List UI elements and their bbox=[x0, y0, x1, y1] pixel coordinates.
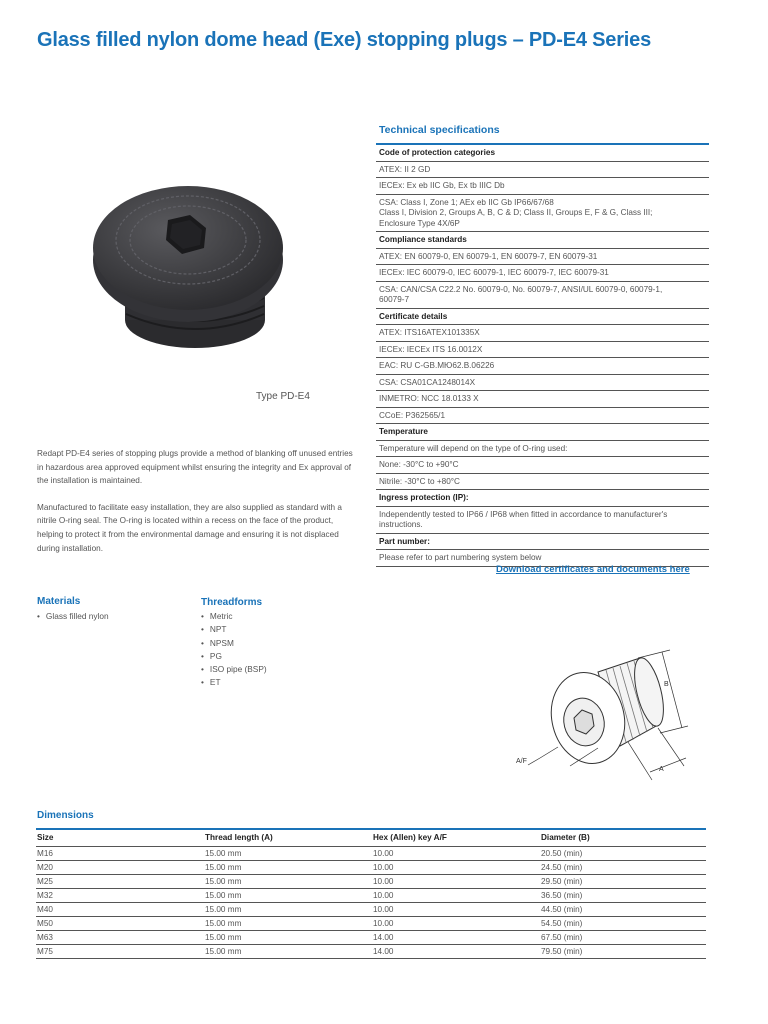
intro-paragraph: Redapt PD-E4 series of stopping plugs provide a method of blanking off unused entries in hazardous area approved equipment whilst ensuring the integrity and Ex approval of the installation is maintained. bbox=[37, 449, 353, 486]
spec-row: Please refer to part numbering system below bbox=[376, 550, 709, 567]
threadforms-title: Threadforms bbox=[201, 597, 263, 608]
table-cell: 10.00 bbox=[372, 846, 540, 860]
list-item: • ET bbox=[201, 676, 267, 689]
table-row bbox=[36, 902, 706, 916]
materials-list bbox=[37, 610, 109, 623]
table-cell: 14.00 bbox=[372, 944, 540, 958]
table-cell: 10.00 bbox=[372, 916, 540, 930]
list-item: • NPT bbox=[201, 623, 267, 636]
dimension-diagram bbox=[510, 630, 710, 790]
spec-row: None: -30°C to +90°C bbox=[376, 457, 709, 474]
table-cell: 15.00 mm bbox=[204, 860, 372, 874]
column-header: Diameter (B) bbox=[540, 829, 706, 846]
spec-row: EAC: RU C-GB.МЮ62.В.06226 bbox=[376, 358, 709, 375]
table-cell: 10.00 bbox=[372, 860, 540, 874]
spec-row: ATEX: II 2 GD bbox=[376, 162, 709, 179]
spec-row: ATEX: EN 60079-0, EN 60079-1, EN 60079-7, EN 60079-31 bbox=[376, 249, 709, 266]
list-item: • ISO pipe (BSP) bbox=[201, 663, 267, 676]
table-row bbox=[36, 846, 706, 860]
table-cell: M63 bbox=[36, 930, 204, 944]
label-af: A/F bbox=[516, 758, 527, 765]
table-cell: M50 bbox=[36, 916, 204, 930]
table-row bbox=[36, 888, 706, 902]
table-cell: M75 bbox=[36, 944, 204, 958]
label-a: A bbox=[659, 766, 664, 773]
table-cell: 15.00 mm bbox=[204, 846, 372, 860]
spec-section-header: Temperature bbox=[376, 424, 709, 441]
spec-table bbox=[376, 143, 709, 567]
spec-row: Independently tested to IP66 / IP68 when fitted in accordance to manufacturer's instructions. bbox=[376, 507, 709, 534]
table-cell: 67.50 (min) bbox=[540, 930, 706, 944]
dimensions-table bbox=[36, 828, 706, 959]
table-cell: 15.00 mm bbox=[204, 902, 372, 916]
table-cell: 15.00 mm bbox=[204, 916, 372, 930]
spec-row: Nitrile: -30°C to +80°C bbox=[376, 474, 709, 491]
dimensions-body bbox=[36, 846, 706, 958]
spec-row: CCoE: P362565/1 bbox=[376, 408, 709, 425]
table-row bbox=[36, 860, 706, 874]
table-cell: 10.00 bbox=[372, 888, 540, 902]
table-cell: 54.50 (min) bbox=[540, 916, 706, 930]
materials-title: Materials bbox=[37, 596, 81, 607]
table-cell: 20.50 (min) bbox=[540, 846, 706, 860]
spec-row: INMETRO: NCC 18.0133 X bbox=[376, 391, 709, 408]
spec-row: Temperature will depend on the type of O-ring used: bbox=[376, 441, 709, 458]
table-cell: 15.00 mm bbox=[204, 874, 372, 888]
spec-row: ATEX: ITS16ATEX101335X bbox=[376, 325, 709, 342]
spec-row: IECEx: IEC 60079-0, IEC 60079-1, IEC 60079-7, IEC 60079-31 bbox=[376, 265, 709, 282]
spec-row: CSA: CSA01CA1248014X bbox=[376, 375, 709, 392]
table-cell: 29.50 (min) bbox=[540, 874, 706, 888]
table-cell: 10.00 bbox=[372, 902, 540, 916]
table-row bbox=[36, 944, 706, 958]
spec-section-header: Code of protection categories bbox=[376, 145, 709, 162]
table-cell: 44.50 (min) bbox=[540, 902, 706, 916]
table-header-row bbox=[36, 829, 706, 846]
table-cell: 14.00 bbox=[372, 930, 540, 944]
table-cell: 15.00 mm bbox=[204, 944, 372, 958]
label-b: B bbox=[664, 681, 669, 688]
table-cell: M20 bbox=[36, 860, 204, 874]
table-cell: 10.00 bbox=[372, 874, 540, 888]
table-row bbox=[36, 916, 706, 930]
spec-title: Technical specifications bbox=[379, 124, 500, 136]
list-item: • NPSM bbox=[201, 637, 267, 650]
column-header: Hex (Allen) key A/F bbox=[372, 829, 540, 846]
table-cell: M32 bbox=[36, 888, 204, 902]
table-cell: 36.50 (min) bbox=[540, 888, 706, 902]
spec-row: CSA: CAN/CSA C22.2 No. 60079-0, No. 60079-7, ANSI/UL 60079-0, 60079-1, 60079-7 bbox=[376, 282, 709, 309]
list-item: • Metric bbox=[201, 610, 267, 623]
intro-paragraph: Manufactured to facilitate easy installation, they are also supplied as standard with a nitrile O-ring seal. The O-ring is located within a recess on the face of the product, helping to protect it from the environmental damage and ensuring it is not displaced during installation. bbox=[37, 502, 342, 553]
table-cell: 24.50 (min) bbox=[540, 860, 706, 874]
list-item: • Glass filled nylon bbox=[37, 610, 109, 623]
table-row bbox=[36, 874, 706, 888]
table-cell: 15.00 mm bbox=[204, 888, 372, 902]
table-cell: 79.50 (min) bbox=[540, 944, 706, 958]
download-link[interactable]: Download certificates and documents here bbox=[496, 564, 690, 575]
product-photo bbox=[80, 160, 300, 360]
dimensions-title: Dimensions bbox=[37, 810, 94, 821]
spec-section-header: Ingress protection (IP): bbox=[376, 490, 709, 507]
spec-row: IECEx: Ex eb IIC Gb, Ex tb IIIC Db bbox=[376, 178, 709, 195]
column-header: Thread length (A) bbox=[204, 829, 372, 846]
page-title: Glass filled nylon dome head (Exe) stopping plugs – PD-E4 Series bbox=[37, 29, 652, 51]
spec-section-header: Compliance standards bbox=[376, 232, 709, 249]
photo-caption: Type PD-E4 bbox=[256, 391, 310, 402]
table-row bbox=[36, 930, 706, 944]
list-item: • PG bbox=[201, 650, 267, 663]
table-cell: M25 bbox=[36, 874, 204, 888]
intro-text bbox=[37, 447, 361, 555]
spec-row: CSA: Class I, Zone 1; AEx eb IIC Gb IP66/67/68 Class I, Division 2, Groups A, B, C & D; Class II, Groups E, F & G, Class III; Enclosure Type 4X/6P bbox=[376, 195, 709, 233]
spec-section-header: Certificate details bbox=[376, 309, 709, 326]
spec-row: IECEx: IECEx ITS 16.0012X bbox=[376, 342, 709, 359]
column-header: Size bbox=[36, 829, 204, 846]
spec-section-header: Part number: bbox=[376, 534, 709, 551]
table-cell: M40 bbox=[36, 902, 204, 916]
table-cell: 15.00 mm bbox=[204, 930, 372, 944]
table-cell: M16 bbox=[36, 846, 204, 860]
threadforms-list bbox=[201, 610, 267, 690]
